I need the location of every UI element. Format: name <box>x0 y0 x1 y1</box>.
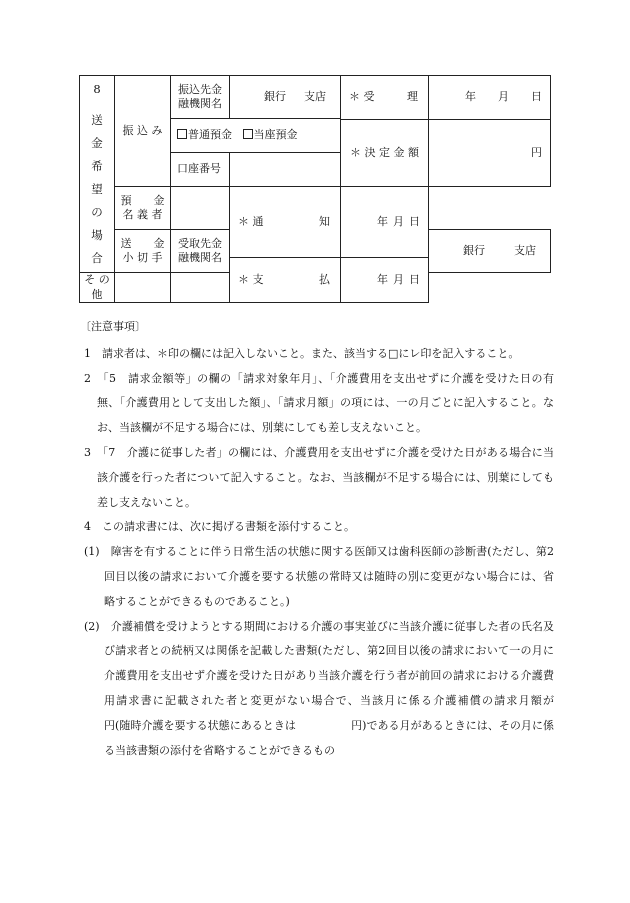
note-item-3: 3 「7 介護に従事した者」の欄には、介護費用を支出せずに介護を受けた日がある場合に当該介護を行った者について記入すること。なお、当該欄が不足する場合には、別葉にしても差し支えないこと。 <box>84 445 554 509</box>
received-date-field[interactable]: 年 月 日 <box>429 76 551 120</box>
holder-field[interactable] <box>171 187 230 230</box>
checkbox-current[interactable] <box>243 129 253 139</box>
account-number-label: 口座番号 <box>171 153 230 187</box>
payment-date-field[interactable]: 年 月 日 <box>341 258 429 303</box>
account-type-options: 普通預金 当座預金 <box>171 119 341 153</box>
notice-label: ＊ 通 知 <box>230 187 341 258</box>
bank-name-field[interactable]: 銀行 支店 <box>230 76 341 119</box>
decided-amount-label: ＊ 決 定 金 額 <box>341 120 429 187</box>
payment-label: ＊ 支 払 <box>230 258 341 303</box>
notice-date-field[interactable]: 年 月 日 <box>341 187 429 258</box>
note-subitem-1: (1) 障害を有することに伴う日常生活の状態に関する医師又は歯科医師の診断書(ただし、第2回目以後の請求において介護を要する状態の常時又は随時の別に変更がない場合には、省略することができるものであること。) <box>84 545 554 608</box>
note-subitem-2: (2) 介護補償を受けようとする期間における介護の事実並びに当該介護に従事した者の氏名及び請求者との続柄又は関係を記載した書類(ただし、第2回目以後の請求において一の月に介護費用を支出せず介護を受けた日があり当該介護を行う者が前回の請求における介護費用請求書に記載された者と変更がない場合で、当該月に係る介護補償の請求月額が 円(随時介護を要する状態にあるときは 円)である月があるときには、その月に係る当該書類の添付を省略することができるもの <box>84 619 609 757</box>
account-number-field[interactable] <box>230 153 341 187</box>
note-item-2: 2 「5 請求金額等」の欄の「請求対象年月」、「介護費用を支出せずに介護を受けた日の有無、「介護費用として支出した額」、「請求月額」の項には、一の月ごとに記入すること。なお、当該欄が不足する場合には、別葉にしても差し支えないこと。 <box>84 371 554 435</box>
receiving-bank-label: 受取先金 融機関名 <box>171 230 230 273</box>
section-number: 8 <box>93 82 101 96</box>
received-label: ＊ 受 理 <box>341 76 429 120</box>
remittance-check-label: 送 金 小 切 手 <box>115 230 171 273</box>
note-item-4: 4 この請求書には、次に掲げる書類を添付すること。 <box>84 520 355 534</box>
receiving-bank-field[interactable]: 銀行 支店 <box>429 230 551 273</box>
furikomi-label: 振 込 み <box>115 76 171 187</box>
bank-label: 振込先金 融機関名 <box>171 76 230 119</box>
other-field-1[interactable] <box>115 273 171 303</box>
remittance-form-table <box>79 75 551 303</box>
other-label: そ の 他 <box>80 273 115 303</box>
checkbox-ordinary[interactable] <box>177 129 187 139</box>
other-field-2[interactable] <box>171 273 230 303</box>
notes-section <box>80 315 609 763</box>
holder-label: 預 金 名 義 者 <box>115 187 171 230</box>
decided-amount-field[interactable]: 円 <box>429 120 551 187</box>
section-label: 8 送 金 希 望 の 場 合 <box>80 76 115 273</box>
note-item-1: 1 請求者は、＊印の欄には記入しないこと。また、該当する□にレ印を記入すること。 <box>84 346 520 360</box>
notes-heading: 〔注意事項〕 <box>80 320 146 333</box>
